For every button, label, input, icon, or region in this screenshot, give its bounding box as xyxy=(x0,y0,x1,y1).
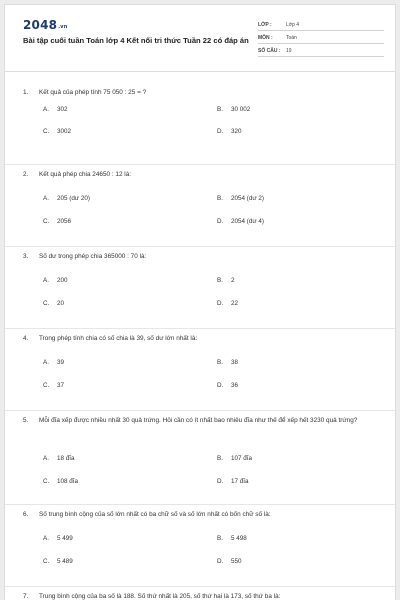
question-7 xyxy=(5,587,396,600)
option-text: 2054 (dư 2) xyxy=(231,195,264,202)
option-letter: B. xyxy=(217,277,223,284)
option-text: 320 xyxy=(231,128,242,135)
question-6 xyxy=(5,505,396,587)
option-letter: A. xyxy=(43,277,49,284)
option-text: 108 đĩa xyxy=(57,478,79,485)
question-body: Trung bình cộng của ba số là 188. Số thứ nhất là 205, số thứ hai là 173, số thứ ba là: xyxy=(39,593,281,600)
option-b[interactable] xyxy=(217,277,235,284)
option-text: 550 xyxy=(231,558,242,565)
site-logo[interactable] xyxy=(23,18,68,32)
logo-text: 2048 xyxy=(23,18,58,32)
question-text xyxy=(23,591,385,600)
option-d[interactable] xyxy=(217,300,238,307)
option-a[interactable] xyxy=(43,535,73,542)
option-text: 2054 (dư 4) xyxy=(231,218,264,225)
page-title: Bài tập cuối tuần Toán lớp 4 Kết nối tri thức Tuần 22 có đáp án xyxy=(23,36,249,45)
option-c[interactable] xyxy=(43,218,71,225)
option-b[interactable] xyxy=(217,535,247,542)
question-3 xyxy=(5,247,396,329)
option-a[interactable] xyxy=(43,277,68,284)
option-letter: D. xyxy=(217,128,224,135)
option-letter: D. xyxy=(217,478,224,485)
option-b[interactable] xyxy=(217,359,238,366)
question-2 xyxy=(5,165,396,247)
question-body: Trong phép tính chia có số chia là 39, số dư lớn nhất là: xyxy=(39,335,198,342)
option-text: 36 xyxy=(231,382,239,389)
worksheet-header xyxy=(5,5,395,71)
option-letter: D. xyxy=(217,218,224,225)
question-number: 1. xyxy=(23,89,29,96)
meta-value: Lớp 4 xyxy=(286,22,300,28)
option-a[interactable] xyxy=(43,106,68,113)
option-b[interactable] xyxy=(217,106,250,113)
question-body: Kết quả phép chia 24650 : 12 là: xyxy=(39,171,132,178)
meta-label: MÔN : xyxy=(258,35,273,41)
option-b[interactable] xyxy=(217,455,252,462)
meta-label: LỚP : xyxy=(258,22,272,28)
option-letter: B. xyxy=(217,106,223,113)
option-letter: A. xyxy=(43,359,49,366)
meta-row-subject xyxy=(258,31,384,44)
option-letter: C. xyxy=(43,128,50,135)
option-text: 205 (dư 20) xyxy=(57,195,90,202)
question-number: 6. xyxy=(23,511,29,518)
option-letter: D. xyxy=(217,300,224,307)
logo-suffix: .vn xyxy=(58,24,68,30)
option-text: 5 499 xyxy=(57,535,73,542)
option-letter: A. xyxy=(43,455,49,462)
meta-value: Toán xyxy=(286,35,297,41)
option-text: 3002 xyxy=(57,128,72,135)
option-letter: A. xyxy=(43,195,49,202)
option-text: 5 489 xyxy=(57,558,73,565)
option-letter: C. xyxy=(43,478,50,485)
question-text xyxy=(23,169,385,180)
question-text xyxy=(23,509,385,520)
header-divider xyxy=(5,71,396,72)
meta-row-question-count xyxy=(258,44,384,57)
meta-label: SỐ CÂU : xyxy=(258,48,281,54)
option-text: 39 xyxy=(57,359,65,366)
option-letter: B. xyxy=(217,359,223,366)
meta-row-class xyxy=(258,18,384,31)
option-letter: D. xyxy=(217,558,224,565)
option-a[interactable] xyxy=(43,195,90,202)
option-text: 2 xyxy=(231,277,235,284)
option-text: 18 đĩa xyxy=(57,455,75,462)
option-letter: D. xyxy=(217,382,224,389)
option-c[interactable] xyxy=(43,382,64,389)
option-c[interactable] xyxy=(43,478,78,485)
question-1 xyxy=(5,83,396,165)
option-letter: C. xyxy=(43,218,50,225)
question-body: Mỗi đĩa xếp được nhiều nhất 30 quả trứng. Hỏi cần có ít nhất bao nhiêu đĩa như thế để xếp hết 3230 quả trứng? xyxy=(39,417,358,424)
question-number: 2. xyxy=(23,171,29,178)
option-c[interactable] xyxy=(43,300,64,307)
option-d[interactable] xyxy=(217,382,238,389)
option-c[interactable] xyxy=(43,128,71,135)
option-d[interactable] xyxy=(217,218,264,225)
question-body: Số dư trong phép chia 365000 : 70 là: xyxy=(39,253,147,260)
option-letter: A. xyxy=(43,106,49,113)
option-text: 2056 xyxy=(57,218,72,225)
option-text: 5 498 xyxy=(231,535,247,542)
option-letter: B. xyxy=(217,195,223,202)
meta-value: 19 xyxy=(286,48,292,54)
option-letter: C. xyxy=(43,300,50,307)
option-d[interactable] xyxy=(217,558,242,565)
question-number: 5. xyxy=(23,417,29,424)
option-text: 37 xyxy=(57,382,65,389)
option-b[interactable] xyxy=(217,195,264,202)
worksheet-meta xyxy=(258,18,384,57)
option-a[interactable] xyxy=(43,455,75,462)
option-letter: B. xyxy=(217,535,223,542)
option-text: 17 đĩa xyxy=(231,478,249,485)
question-list xyxy=(5,83,396,600)
option-letter: B. xyxy=(217,455,223,462)
question-4 xyxy=(5,329,396,411)
question-number: 4. xyxy=(23,335,29,342)
option-text: 30 002 xyxy=(231,106,251,113)
question-text xyxy=(23,251,385,262)
option-d[interactable] xyxy=(217,478,249,485)
option-c[interactable] xyxy=(43,558,73,565)
option-text: 20 xyxy=(57,300,65,307)
worksheet-page xyxy=(4,4,396,600)
option-text: 200 xyxy=(57,277,68,284)
option-letter: C. xyxy=(43,382,50,389)
option-text: 22 xyxy=(231,300,239,307)
question-number: 3. xyxy=(23,253,29,260)
question-5 xyxy=(5,411,396,505)
question-text xyxy=(23,415,385,426)
question-number: 7. xyxy=(23,593,29,600)
option-text: 107 đĩa xyxy=(231,455,253,462)
question-body: Kết quả của phép tính 75 050 : 25 = ? xyxy=(39,89,147,96)
option-a[interactable] xyxy=(43,359,64,366)
question-body: Số trung bình cộng của số lớn nhất có ba chữ số và số lớn nhất có bốn chữ số là: xyxy=(39,511,271,518)
question-text xyxy=(23,333,385,344)
question-text xyxy=(23,87,385,98)
option-text: 38 xyxy=(231,359,239,366)
option-letter: A. xyxy=(43,535,49,542)
option-text: 302 xyxy=(57,106,68,113)
option-letter: C. xyxy=(43,558,50,565)
option-d[interactable] xyxy=(217,128,242,135)
